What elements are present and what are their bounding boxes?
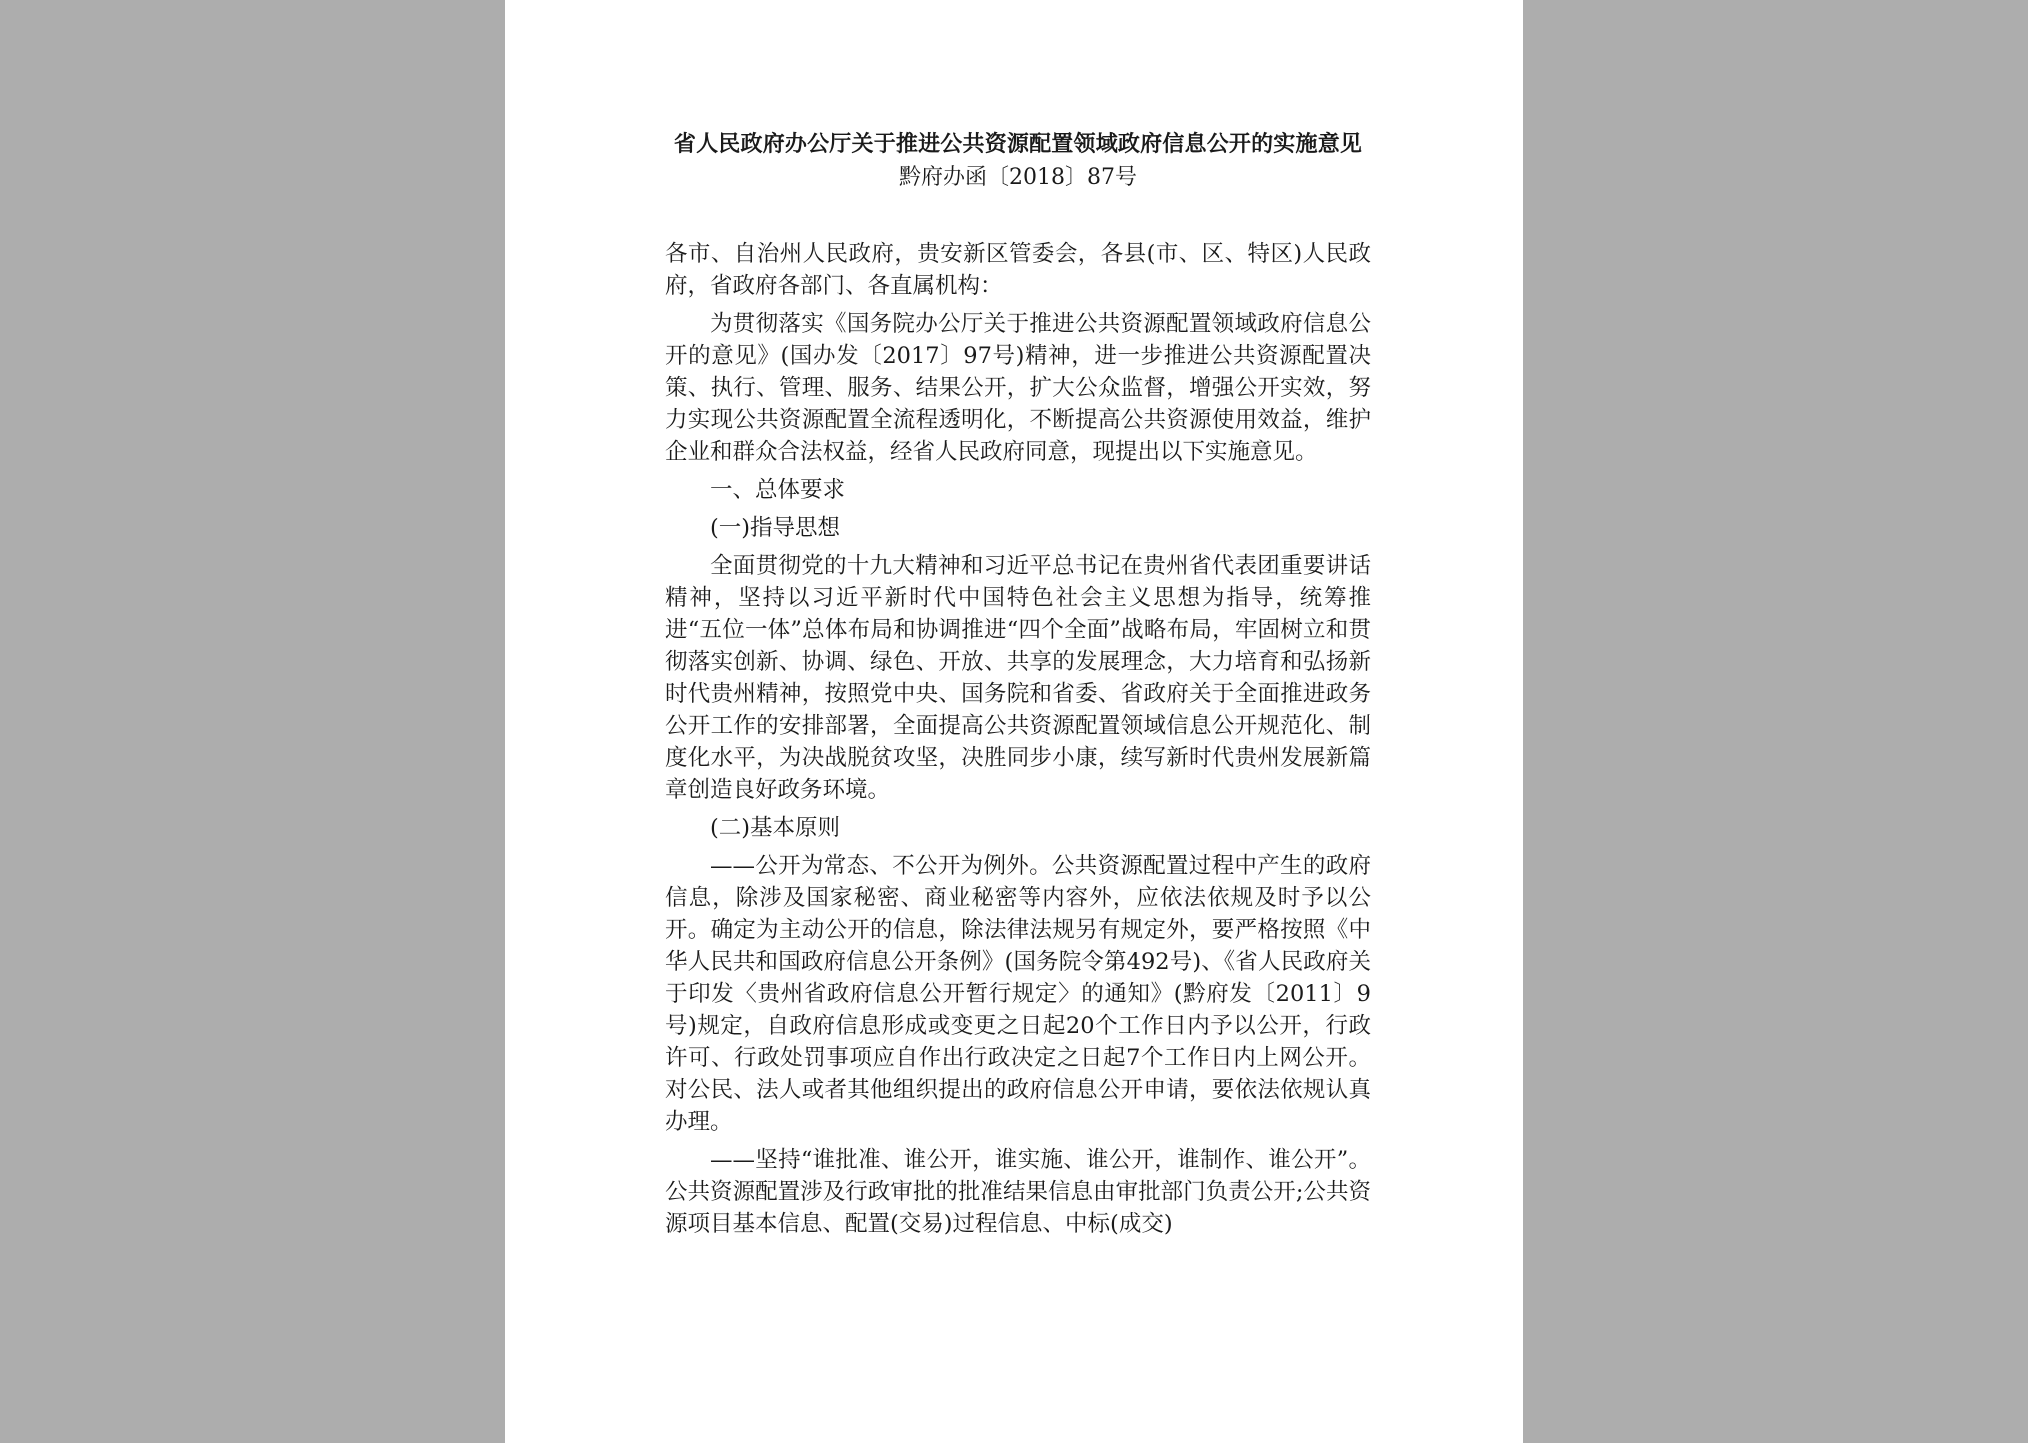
document-body <box>665 238 1371 1240</box>
principle-paragraph-2: ——坚持“谁批准、谁公开，谁实施、谁公开，谁制作、谁公开”。公共资源配置涉及行政审批的批准结果信息由审批部门负责公开;公共资源项目基本信息、配置(交易)过程信息、中标(成交) <box>665 1147 1371 1237</box>
subsection-heading-guiding-ideology: (一)指导思想 <box>710 515 841 541</box>
document-page <box>505 0 1523 1443</box>
document-number: 黔府办函〔2018〕87号 <box>899 165 1137 190</box>
principle-paragraph-1: ——公开为常态、不公开为例外。公共资源配置过程中产生的政府信息，除涉及国家秘密、商业秘密等内容外，应依法依规及时予以公开。确定为主动公开的信息，除法律法规另有规定外，要严格按照《中华人民共和国政府信息公开条例》(国务院令第492号)、《省人民政府关于印发〈贵州省政府信息公开暂行规定〉的通知》(黔府发〔2011〕9号)规定，自政府信息形成或变更之日起20个工作日内予以公开，行政许可、行政处罚事项应自作出行政决定之日起7个工作日内上网公开。对公民、法人或者其他组织提出的政府信息公开申请，要依法依规认真办理。 <box>665 853 1371 1135</box>
intro-paragraph: 为贯彻落实《国务院办公厅关于推进公共资源配置领域政府信息公开的意见》(国办发〔2017〕97号)精神，进一步推进公共资源配置决策、执行、管理、服务、结果公开，扩大公众监督，增强公开实效，努力实现公共资源配置全流程透明化，不断提高公共资源使用效益，维护企业和群众合法权益，经省人民政府同意，现提出以下实施意见。 <box>665 311 1371 465</box>
guiding-ideology-paragraph: 全面贯彻党的十九大精神和习近平总书记在贵州省代表团重要讲话精神，坚持以习近平新时代中国特色社会主义思想为指导，统筹推进“五位一体”总体布局和协调推进“四个全面”战略布局，牢固树立和贯彻落实创新、协调、绿色、开放、共享的发展理念，大力培育和弘扬新时代贵州精神，按照党中央、国务院和省委、省政府关于全面推进政务公开工作的安排部署，全面提高公共资源配置领域信息公开规范化、制度化水平，为决战脱贫攻坚，决胜同步小康，续写新时代贵州发展新篇章创造良好政务环境。 <box>665 553 1371 803</box>
document-title: 省人民政府办公厅关于推进公共资源配置领域政府信息公开的实施意见 <box>673 131 1363 157</box>
section-heading-general-requirements: 一、总体要求 <box>710 477 846 503</box>
subsection-heading-basic-principles: (二)基本原则 <box>710 815 841 841</box>
document-content <box>665 128 1371 1246</box>
addressee-paragraph: 各市、自治州人民政府，贵安新区管委会，各县(市、区、特区)人民政府，省政府各部门、各直属机构： <box>665 241 1371 299</box>
